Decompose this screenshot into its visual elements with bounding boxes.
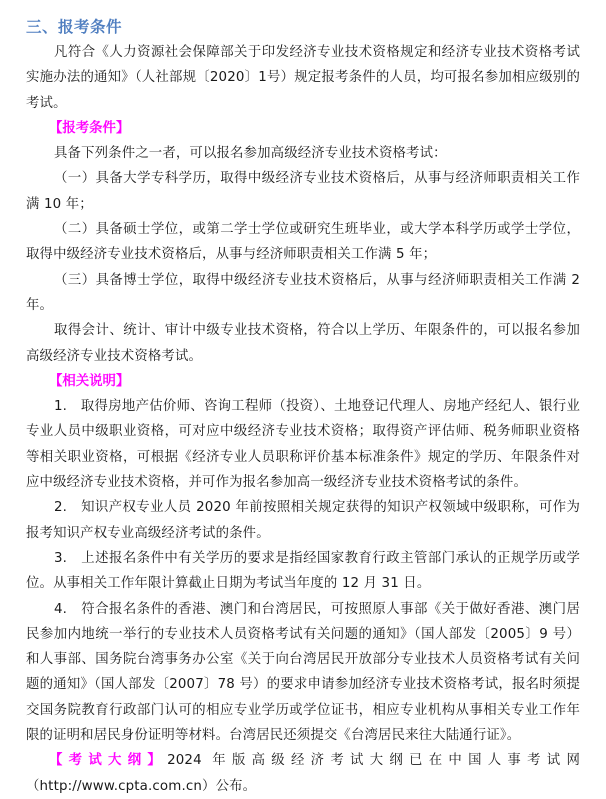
section-title: 三、报考条件: [26, 18, 123, 36]
condition-item-1: （一）具备大学专科学历，取得中级经济专业技术资格后，从事与经济师职责相关工作满 10 年；: [26, 171, 580, 212]
condition-item-2: （二）具备硕士学位，或第二学士学位或研究生班毕业，或大学本科学历或学士学位，取得中级经济专业技术资格后，从事与经济师职责相关工作满 5 年；: [26, 222, 580, 263]
conditions-extra: 取得会计、统计、审计中级专业技术资格，符合以上学历、年限条件的，可以报名参加高级经济专业技术资格考试。: [26, 323, 580, 364]
note-item-1: 1. 取得房地产估价师、咨询工程师（投资）、土地登记代理人、房地产经纪人、银行业专业人员中级职业资格，可对应中级经济专业技术资格；取得资产评估师、税务师职业资格等相关职业资格，可根据《经济专业人员职称评价基本标准条件》规定的学历、年限条件对应中级经济专业技术资格，并可作为报名参加高一级经济专业技术资格考试的条件。: [26, 399, 580, 491]
note-item-3: 3. 上述报名条件中有关学历的要求是指经国家教育行政主管部门承认的正规学历或学位。从事相关工作年限计算截止日期为考试当年度的 12 月 31 日。: [26, 550, 580, 592]
conditions-tag: 【报考条件】: [49, 120, 130, 136]
note-item-2: 2. 知识产权专业人员 2020 年前按照相关规定获得的知识产权领域中级职称，可作为报考知识产权专业高级经济考试的条件。: [26, 500, 580, 541]
conditions-lead: 具备下列条件之一者，可以报名参加高级经济专业技术资格考试：: [54, 146, 447, 162]
syllabus-text: 2024 年版高级经济考试大纲已在中国人事考试网（http://www.cpta.com.cn）公布。: [26, 753, 580, 794]
condition-item-3: （三）具备博士学位，取得中级经济专业技术资格后，从事与经济师职责相关工作满 2 年。: [26, 272, 580, 313]
conditions-heading: [26, 116, 580, 141]
note-item-4: 4. 符合报名条件的香港、澳门和台湾居民，可按照原人事部《关于做好香港、澳门居民参加内地统一举行的专业技术人员资格考试有关问题的通知》（国人部发〔2005〕9 号）和人事部、国务院台湾事务办公室《关于向台湾居民开放部分专业技术人员资格考试有关问题的通知》（国人部发〔2007〕78 号）的要求申请参加经济专业技术资格考试，报名时须提交国务院教育行政部门认可的相应专业学历或学位证书，相应专业机构从事相关专业工作年限的证明和居民身份证明等材料。台湾居民还须提交《台湾居民来往大陆通行证》。: [26, 601, 580, 744]
notes-heading: [26, 369, 580, 394]
syllabus-paragraph: [26, 748, 580, 799]
notes-tag: 【相关说明】: [49, 373, 130, 389]
syllabus-tag: 【考试大纲】: [49, 753, 168, 769]
intro-paragraph: 凡符合《人力资源社会保障部关于印发经济专业技术资格规定和经济专业技术资格考试实施办法的通知》（人社部规〔2020〕1号）规定报考条件的人员，均可报名参加相应级别的考试。: [26, 45, 580, 111]
